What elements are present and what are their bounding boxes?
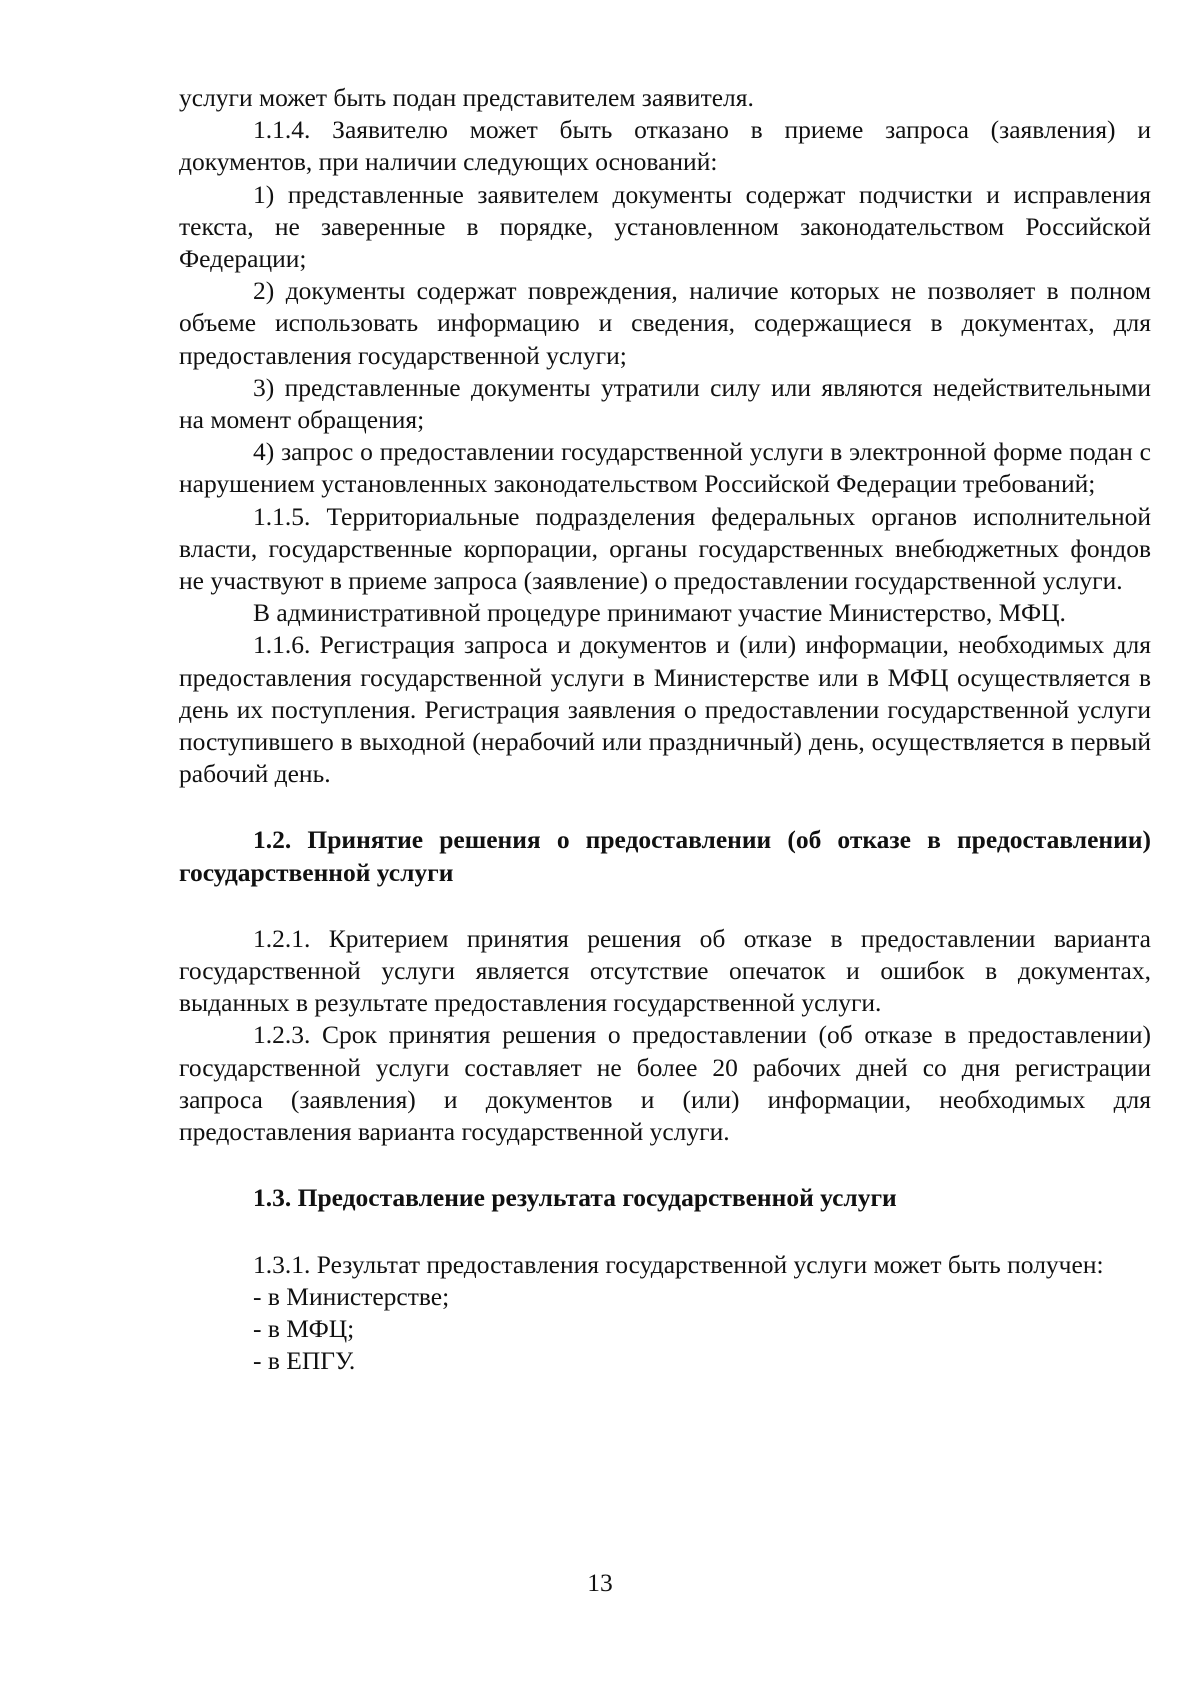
paragraph-ground-4: 4) запрос о предоставлении государственной услуги в электронной форме подан с нарушением установленных законодательством Российской Федерации требований;: [179, 437, 1151, 499]
section-heading-1-2: 1.2. Принятие решения о предоставлении (об отказе в предоставлении) государственной услуги: [179, 825, 1151, 887]
paragraph-1-1-6: 1.1.6. Регистрация запроса и документов и (или) информации, необходимых для предоставления государственной услуги в Министерстве или в МФЦ осуществляется в день их поступления. Регистрация заявления о предоставлении государственной услуги поступившего в выходной (нерабочий или праздничный) день, осуществляется в первый рабочий день.: [179, 630, 1151, 789]
spacer: [179, 790, 1151, 824]
paragraph-1-1-4: 1.1.4. Заявителю может быть отказано в приеме запроса (заявления) и документов, при наличии следующих оснований:: [179, 115, 1151, 177]
paragraph-1-3-1: 1.3.1. Результат предоставления государственной услуги может быть получен:: [253, 1249, 1104, 1279]
paragraph-participants: В административной процедуре принимают участие Министерство, МФЦ.: [253, 598, 1066, 628]
list-item-epgu: - в ЕПГУ.: [253, 1346, 356, 1376]
paragraph-1-2-3: 1.2.3. Срок принятия решения о предоставлении (об отказе в предоставлении) государственной услуги составляет не более 20 рабочих дней со дня регистрации запроса (заявления) и документов и (или) информации, необходимых для предоставления варианта государственной услуги.: [179, 1020, 1151, 1147]
document-page: [179, 82, 1151, 1377]
list-item-ministry: - в Министерстве;: [253, 1281, 450, 1311]
spacer: [179, 889, 1151, 923]
list-item-mfc: - в МФЦ;: [253, 1313, 355, 1343]
paragraph-ground-1: 1) представленные заявителем документы содержат подчистки и исправления текста, не заверенные в порядке, установленном законодательством Российской Федерации;: [179, 179, 1151, 274]
spacer: [179, 1215, 1151, 1249]
paragraph-1-1-5: 1.1.5. Территориальные подразделения федеральных органов исполнительной власти, государственные корпорации, органы государственных внебюджетных фондов не участвуют в приеме запроса (заявление) о предоставлении государственной услуги.: [179, 501, 1151, 596]
section-heading-1-3: 1.3. Предоставление результата государственной услуги: [253, 1183, 897, 1213]
paragraph-ground-2: 2) документы содержат повреждения, наличие которых не позволяет в полном объеме использовать информацию и сведения, содержащиеся в документах, для предоставления государственной услуги;: [179, 276, 1151, 370]
spacer: [179, 1148, 1151, 1182]
page-number: 13: [587, 1568, 613, 1597]
paragraph-continuation: услуги может быть подан представителем заявителя.: [179, 83, 754, 112]
paragraph-1-2-1: 1.2.1. Критерием принятия решения об отказе в предоставлении варианта государственной услуги является отсутствие опечаток и ошибок в документах, выданных в результате предоставления государственной услуги.: [179, 923, 1151, 1018]
paragraph-ground-3: 3) представленные документы утратили силу или являются недействительными на момент обращения;: [179, 372, 1151, 435]
